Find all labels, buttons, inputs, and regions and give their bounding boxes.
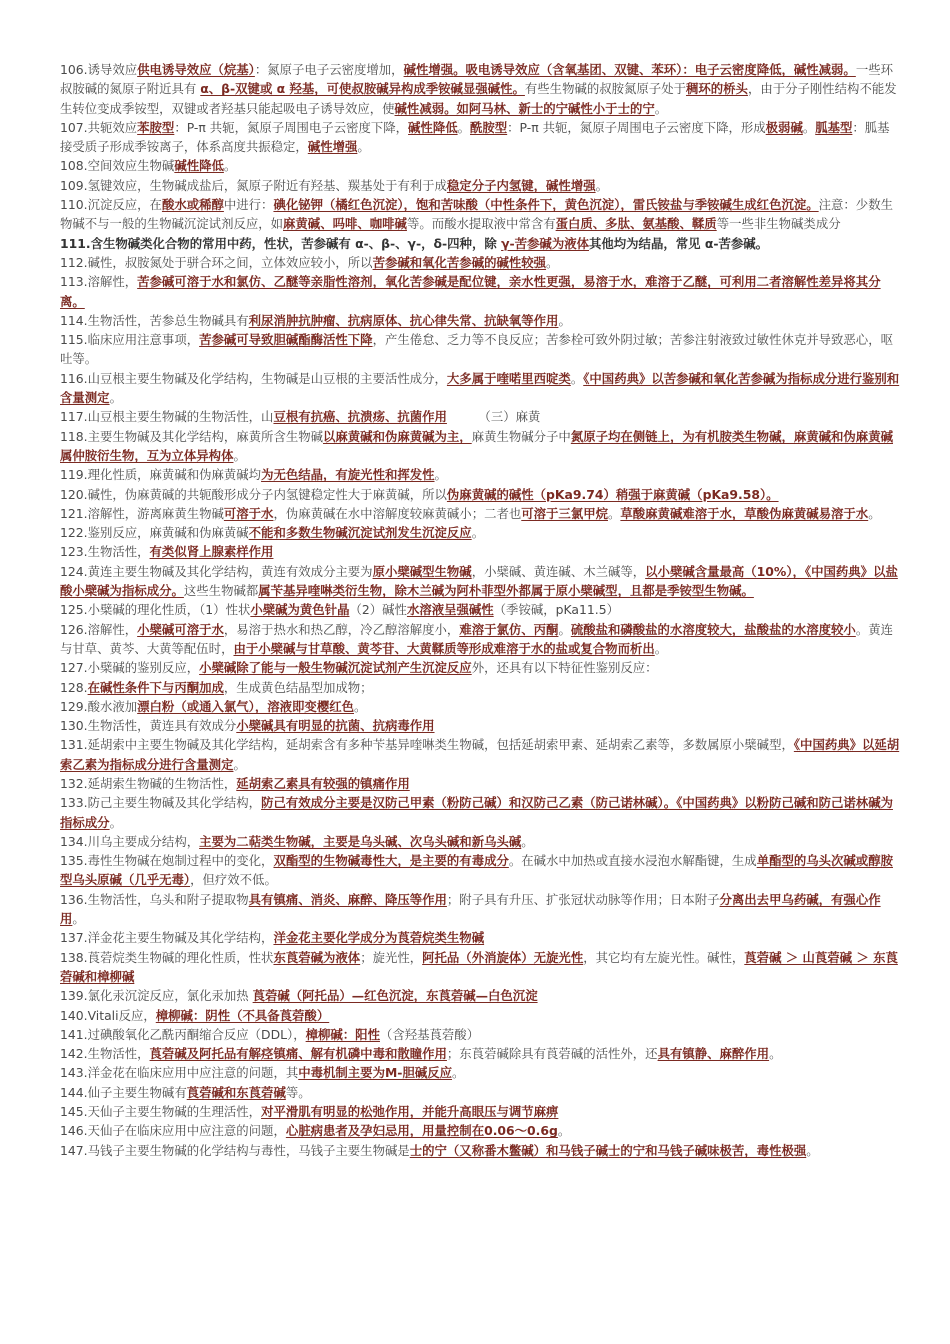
body-text: 等一些非生物碱类成分 <box>716 216 841 232</box>
body-text: ：氮原子电子云密度增加， <box>254 62 404 77</box>
highlight-text: 碱性降低 <box>174 158 224 174</box>
body-text: ；附子具有升压、扩张冠状动脉等作用；日本附子 <box>446 891 720 907</box>
entry-126 <box>60 620 900 659</box>
body-text: 。 <box>457 119 470 135</box>
body-text: 127.小檗碱的鉴别反应， <box>60 660 200 676</box>
highlight-text: 莨菪碱和东莨菪碱 <box>186 1084 286 1100</box>
entry-124 <box>60 562 900 601</box>
body-text: 126.溶解性， <box>60 621 138 637</box>
highlight-text: 苦参碱可导致胆碱酯酶活性下降 <box>199 332 373 348</box>
body-text: 138.莨菪烷类生物碱的理化性质，性状 <box>60 949 274 965</box>
body-text: 136.生物活性，乌头和附子提取物 <box>60 891 249 907</box>
highlight-text: 由于小檗碱与甘草酸、黄芩苷、大黄鞣质等形成难溶于水的盐或复合物而析出 <box>233 640 655 656</box>
body-text: 中进行： <box>223 197 274 213</box>
entry-121 <box>60 504 900 523</box>
highlight-text: 碱性降低 <box>408 119 458 135</box>
body-text: 。 <box>357 139 370 155</box>
body-text: 等。而酸水提取液中常含有 <box>406 216 556 232</box>
body-text: 。 <box>558 312 571 328</box>
body-text: ：P-π 共轭，氮原子周围电子云密度下降， <box>174 119 409 135</box>
body-text: 。 <box>471 525 485 541</box>
entry-106 <box>60 60 900 118</box>
highlight-text: 碱性增强 <box>403 62 454 77</box>
body-text: ，其它均有左旋光性。碱性， <box>583 949 745 965</box>
body-text: 115.临床应用注意事项， <box>60 332 200 348</box>
body-text: 147.马钱子主要生物碱的化学结构与毒性，马钱子主要生物碱是 <box>60 1142 410 1158</box>
entry-133 <box>60 793 900 832</box>
highlight-text: 可溶于三氯甲烷 <box>521 505 608 521</box>
body-text: 。黄连与甘草、黄芩、大黄等配伍时， <box>60 621 893 656</box>
highlight-text: 小檗碱为黄色针晶 <box>250 602 350 618</box>
highlight-text: 。吸电诱导效应（含氧基团、双键、苯环）：电子云密度降低，碱性减弱。 <box>453 62 856 77</box>
body-text: 其他均为结晶，常见 α-苦参碱。 <box>589 235 769 251</box>
entry-119 <box>60 465 900 484</box>
highlight-text: 心脏病患者及孕妇忌用，用量控制在0.06～0.6g <box>285 1123 558 1139</box>
body-text: 114.生物活性，苦参总生物碱具有 <box>60 312 249 328</box>
entry-131 <box>60 735 900 774</box>
entry-128 <box>60 678 900 697</box>
entry-137 <box>60 928 900 947</box>
highlight-text: 酸水或稀醇 <box>161 197 224 213</box>
body-text: 。 <box>72 911 85 927</box>
entry-141 <box>60 1025 900 1044</box>
highlight-text: γ-苦参碱为液体 <box>501 235 589 251</box>
entry-130 <box>60 716 900 735</box>
entry-114 <box>60 311 900 330</box>
body-text: 。 <box>233 447 246 463</box>
entry-112 <box>60 253 900 272</box>
highlight-text: 分离出去甲乌药碱，有强心作用 <box>60 891 881 927</box>
body-text: ；旋光性， <box>360 949 423 965</box>
highlight-text: 《中国药典》以苦参碱和氧化苦参碱为指标成分进行鉴别和含量测定 <box>60 370 900 406</box>
body-text: ：P-π 共轭，氮原子周围电子云密度下降，形成 <box>507 119 766 135</box>
body-text: 146.天仙子在临床应用中应注意的问题， <box>60 1123 286 1139</box>
entry-115 <box>60 330 900 369</box>
body-text: 137.洋金花主要生物碱及其化学结构， <box>60 930 274 946</box>
highlight-text: 伪麻黄碱的碱性（pKa9.74）稍强于麻黄碱（pKa9.58）。 <box>446 486 779 502</box>
body-text: 。 <box>233 756 246 772</box>
body-text: 。 <box>595 177 608 193</box>
body-text: （季铵碱，pKa11.5） <box>493 602 619 618</box>
entry-138 <box>60 948 900 987</box>
body-text: 一些环叔胺碱的氮原子附近具有 <box>60 62 893 97</box>
entry-144 <box>60 1083 900 1102</box>
entry-125 <box>60 600 900 619</box>
highlight-text: 不能和多数生物碱沉淀试剂发生沉淀反应 <box>248 525 472 541</box>
body-text: 107.共轭效应 <box>60 119 138 135</box>
highlight-text: 《中国药典》以延胡索乙素为指标成分进行含量测定 <box>60 737 900 772</box>
body-text: 119.理化性质，麻黄碱和伪麻黄碱均 <box>60 467 262 483</box>
entry-113 <box>60 272 900 311</box>
highlight-text: 具有镇静、麻醉作用 <box>657 1046 770 1062</box>
body-text: 。 <box>654 100 668 116</box>
highlight-text: 主要为二萜类生物碱，主要是乌头碱、次乌头碱和新乌头碱 <box>199 833 522 849</box>
highlight-text: 胍基型 <box>815 119 853 135</box>
body-text: （含羟基莨菪酸） <box>379 1026 480 1042</box>
body-text: 112.碱性，叔胺氮处于骈合环之间，立体效应较小，所以 <box>60 254 373 270</box>
highlight-text: 麻黄碱、吗啡、咖啡碱 <box>283 216 407 232</box>
highlight-text: 莨菪碱及阿托品有解痉镇痛、解有机磷中毒和散瞳作用 <box>149 1046 447 1062</box>
body-text: ，易溶于热水和热乙醇，冷乙醇溶解度小， <box>223 621 460 637</box>
entry-108 <box>60 156 900 175</box>
highlight-text: 有类似肾上腺素样作用 <box>149 544 274 560</box>
highlight-text: 蛋白质、多肽、氨基酸、鞣质 <box>555 216 717 232</box>
highlight-text: 硫酸盐和磷酸盐的水溶度较大，盐酸盐的水溶度较小 <box>570 621 856 637</box>
body-text: 118.主要生物碱及其化学结构，麻黄所含生物碱 <box>60 428 324 444</box>
body-text: 141.过碘酸氧化乙酰丙酮缩合反应（DDL）， <box>60 1026 306 1042</box>
entry-120 <box>60 485 900 504</box>
entry-139 <box>60 986 900 1005</box>
entry-118 <box>60 427 900 466</box>
highlight-text: 极弱碱 <box>765 119 803 135</box>
highlight-text: 中毒机制主要为M-胆碱反应 <box>298 1065 453 1081</box>
body-text: 135.毒性生物碱在炮制过程中的变化， <box>60 853 274 869</box>
body-text: 。 <box>452 1065 465 1081</box>
entry-147 <box>60 1141 900 1160</box>
body-text: 130.生物活性，黄连具有效成分 <box>60 718 237 734</box>
highlight-text: 延胡索乙素具有较强的镇痛作用 <box>236 775 410 791</box>
highlight-text: 阿托品（外消旋体）无旋光性 <box>422 949 584 965</box>
body-text: 性状，苦参碱有 α-、β-、γ-，δ-四种，除 <box>264 235 502 251</box>
body-text: 129.酸水液加 <box>60 698 138 714</box>
body-text: 110.沉淀反应，在 <box>60 197 162 213</box>
highlight-text: 樟柳碱：阴性（不具备莨菪酸） <box>155 1007 330 1023</box>
body-text: 109.氢键效应，生物碱成盐后，氮原子附近有羟基、羰基处于有利于成 <box>60 177 447 193</box>
body-text: 这些生物碱都 <box>183 583 259 599</box>
entry-123 <box>60 542 900 561</box>
entry-135 <box>60 851 900 890</box>
body-text: 140.Vitali反应， <box>60 1007 156 1023</box>
entry-107 <box>60 118 900 157</box>
body-text: 。 <box>109 814 122 830</box>
highlight-text: 为无色结晶，有旋光性和挥发性 <box>261 467 435 483</box>
body-text: ，但疗效不低。 <box>190 872 277 888</box>
entry-110 <box>60 195 900 234</box>
body-text: 139.氯化汞沉淀反应，氯化汞加热 <box>60 988 253 1004</box>
highlight-text: 小檗碱除了能与一般生物碱沉淀试剂产生沉淀反应 <box>199 660 472 676</box>
body-text: 143.洋金花在临床应用中应注意的问题，其 <box>60 1065 299 1081</box>
body-text: 有些生物碱的叔胺氮原子处于 <box>524 81 686 97</box>
body-text: ，小檗碱、黄连碱、木兰碱等， <box>471 563 646 579</box>
body-text: 142.生物活性， <box>60 1046 150 1062</box>
body-text: ，生成黄色结晶型加成物； <box>223 679 373 695</box>
highlight-text: 碱性增强 <box>307 139 358 155</box>
body-text: 。 <box>109 390 122 406</box>
highlight-text: 水溶液呈强碱性 <box>406 602 494 618</box>
highlight-text: 小檗碱可溶于水 <box>137 621 224 637</box>
body-text: 125.小檗碱的理化性质，（1）性状 <box>60 602 251 618</box>
highlight-text: α、β-双键或 α 羟基，可使叔胺碱异构成季铵碱显强碱性。 <box>200 81 525 97</box>
body-text: 132.延胡索生物碱的生物活性， <box>60 775 237 791</box>
highlight-text: 苦参碱和氧化苦参碱的碱性较强 <box>372 254 547 270</box>
body-text: 。 <box>223 158 237 174</box>
entry-109 <box>60 176 900 195</box>
highlight-text: 供电诱导效应（烷基） <box>137 62 255 77</box>
body-text: 等。 <box>285 1084 311 1100</box>
highlight-text: 莨菪碱 ＞ 山莨菪碱 ＞ 东莨菪碱和樟柳碱 <box>60 949 898 984</box>
highlight-text: 稳定分子内氢键，碱性增强 <box>446 177 596 193</box>
body-text: 。 <box>802 119 816 135</box>
body-text: ；东莨菪碱除具有莨菪碱的活性外，还 <box>446 1046 658 1062</box>
body-text: 。 <box>654 640 668 656</box>
highlight-text: 莨菪碱（阿托品）—红色沉淀，东莨菪碱—白色沉淀 <box>252 988 538 1004</box>
body-text: 145.天仙子主要生物碱的生理活性， <box>60 1104 262 1120</box>
entry-143 <box>60 1063 900 1082</box>
highlight-text: 在碱性条件下与丙酮加成 <box>87 679 224 695</box>
body-text: 117.山豆根主要生物碱的生物活性，山 <box>60 409 274 425</box>
highlight-text: 防己有效成分主要是汉防己甲素（粉防己碱）和汉防己乙素（防己诺林碱）。《中国药典》以粉防己碱和防己诺林碱为指标成分 <box>60 795 893 830</box>
body-text: 106.诱导效应 <box>60 62 138 77</box>
highlight-text: 属苄基异喹啉类衍生物，除木兰碱为阿朴菲型外都属于原小檗碱型，且都是季铵型生物碱。 <box>258 583 754 599</box>
body-text: ，产生倦怠、乏力等不良反应；苦参栓可致外阴过敏；苦参注射液致过敏性休克并导致恶心，呕吐等。 <box>60 332 893 367</box>
highlight-text: 洋金花主要化学成分为莨菪烷类生物碱 <box>273 930 485 946</box>
highlight-text: 氮原子均在侧链上，为有机胺类生物碱，麻黄碱和伪麻黄碱属仲胺衍生物，互为立体异构体 <box>60 428 893 463</box>
body-text: 。 <box>434 467 447 483</box>
highlight-text: 双酯型的生物碱毒性大，是主要的有毒成分 <box>273 853 509 869</box>
highlight-text: 碱性减弱。如阿马林、新士的宁碱性小于士的宁 <box>394 100 655 116</box>
entry-127 <box>60 658 900 677</box>
highlight-text: 具有镇痛、消炎、麻醉、降压等作用 <box>248 891 447 907</box>
body-text: 。 <box>608 505 621 521</box>
body-text: 。 <box>868 505 881 521</box>
entry-136 <box>60 890 900 929</box>
entry-117 <box>60 407 900 426</box>
highlight-text: 小檗碱具有明显的抗菌、抗病毒作用 <box>236 718 435 734</box>
body-text: 注意：少数生物碱不与一般的生物碱沉淀试剂反应，如 <box>60 197 893 232</box>
body-text: 133.防己主要生物碱及其化学结构， <box>60 795 262 811</box>
highlight-text: 碘化铋钾（橘红色沉淀），饱和苦味酸（中性条件下，黄色沉淀），雷氏铵盐与季铵碱生成红色沉淀。 <box>273 197 819 213</box>
body-text: ：胍基接受质子形成季铵离子，体系高度共振稳定， <box>60 119 890 155</box>
body-text: 。 <box>557 1123 571 1139</box>
body-text: 麻黄生物碱分子中 <box>471 428 571 444</box>
body-text: 124.黄连主要生物碱及其化学结构，黄连有效成分主要为 <box>60 563 373 579</box>
body-text: 144.仙子主要生物碱有 <box>60 1084 187 1100</box>
body-text: 。在碱水中加热或直接水浸泡水解酯键，生成 <box>508 853 757 869</box>
highlight-text: 草酸麻黄碱难溶于水，草酸伪麻黄碱易溶于水 <box>620 505 869 521</box>
body-text: 。 <box>558 621 571 637</box>
highlight-text: 豆根有抗癌、抗溃疡、抗菌作用 <box>273 409 447 425</box>
highlight-text: 对平滑肌有明显的松弛作用，并能升高眼压与调节麻痹 <box>261 1104 559 1120</box>
entry-142 <box>60 1044 900 1063</box>
body-text: 123.生物活性， <box>60 544 150 560</box>
highlight-text: 以小檗碱含量最高（10%），《中国药典》以盐酸小檗碱为指标成分。 <box>60 563 898 599</box>
highlight-text: 士的宁（又称番木鳖碱）和马钱子碱士的宁和马钱子碱味极苦，毒性极强 <box>409 1142 807 1158</box>
highlight-text: 东莨菪碱为液体 <box>273 949 361 965</box>
body-text: 。 <box>570 370 584 386</box>
body-text: 。 <box>769 1046 782 1062</box>
body-text: 111.含生物碱类化合物的常用中药， <box>60 235 265 251</box>
body-text: ，伪麻黄碱在水中溶解度较麻黄碱小；二者也 <box>273 505 522 521</box>
entry-134 <box>60 832 900 851</box>
entry-146 <box>60 1121 900 1140</box>
body-text: 。 <box>546 254 559 270</box>
body-text: 113.溶解性， <box>60 274 138 290</box>
body-text: 120.碱性，伪麻黄碱的共轭酸形成分子内氢键稳定性大于麻黄碱，所以 <box>60 486 447 502</box>
entry-111 <box>60 234 900 253</box>
highlight-text: 酰胺型 <box>470 119 508 135</box>
body-text: 121.溶解性，游离麻黄生物碱 <box>60 505 224 521</box>
highlight-text: 苯胺型 <box>137 119 175 135</box>
body-text: 108.空间效应生物碱 <box>60 158 175 174</box>
highlight-text: 苦参碱可溶于水和氯仿、乙醚等亲脂性溶剂，氧化苦参碱是配位键，亲水性更强，易溶于水，难溶于乙醚，可利用二者溶解性差异将其分离。 <box>60 274 881 309</box>
highlight-text: 樟柳碱：阳性 <box>305 1026 380 1042</box>
entry-132 <box>60 774 900 793</box>
highlight-text: 漂白粉（或通入氯气），溶液即变樱红色 <box>137 698 354 714</box>
document-body <box>60 60 900 1160</box>
body-text: 128. <box>60 679 88 695</box>
highlight-text: 可溶于水 <box>223 505 274 521</box>
highlight-text: 利尿消肿抗肿瘤、抗病原体、抗心律失常、抗缺氧等作用 <box>248 312 559 328</box>
body-text: 。 <box>806 1142 819 1158</box>
body-text: （2）碱性 <box>349 602 407 618</box>
body-text: 116.山豆根主要生物碱及化学结构，生物碱是山豆根的主要活性成分， <box>60 370 447 386</box>
highlight-text: 难溶于氯仿、丙酮 <box>459 621 559 637</box>
body-text: 外，还具有以下特征性鉴别反应： <box>471 660 658 676</box>
body-text: 。 <box>521 833 534 849</box>
body-text: ，由于分子刚性结构不能发生转位变成季铵型，双键或者羟基只能起吸电子诱导效应，使 <box>60 81 897 116</box>
entry-140 <box>60 1006 900 1025</box>
body-text: 。 <box>354 698 367 714</box>
highlight-text: 大多属于喹喏里西啶类 <box>446 370 571 386</box>
entry-116 <box>60 369 900 408</box>
highlight-text: 单酯型的乌头次碱或醇胺型乌头原碱（几乎无毒） <box>60 853 893 888</box>
highlight-text: 原小檗碱型生物碱 <box>372 563 472 579</box>
highlight-text: 以麻黄碱和伪麻黄碱为主， <box>323 428 472 444</box>
highlight-text: 稠环的桥头 <box>685 81 748 97</box>
body-text: 131.延胡索中主要生物碱及其化学结构，延胡索含有多种苄基异喹啉类生物碱，包括延胡索甲素、延胡索乙素等，多数属原小檗碱型， <box>60 737 794 753</box>
body-text: （三）麻黄 <box>446 409 541 425</box>
entry-145 <box>60 1102 900 1121</box>
entry-129 <box>60 697 900 716</box>
body-text: 122.鉴别反应，麻黄碱和伪麻黄碱 <box>60 525 249 541</box>
entry-122 <box>60 523 900 542</box>
body-text: 134.川乌主要成分结构， <box>60 833 200 849</box>
